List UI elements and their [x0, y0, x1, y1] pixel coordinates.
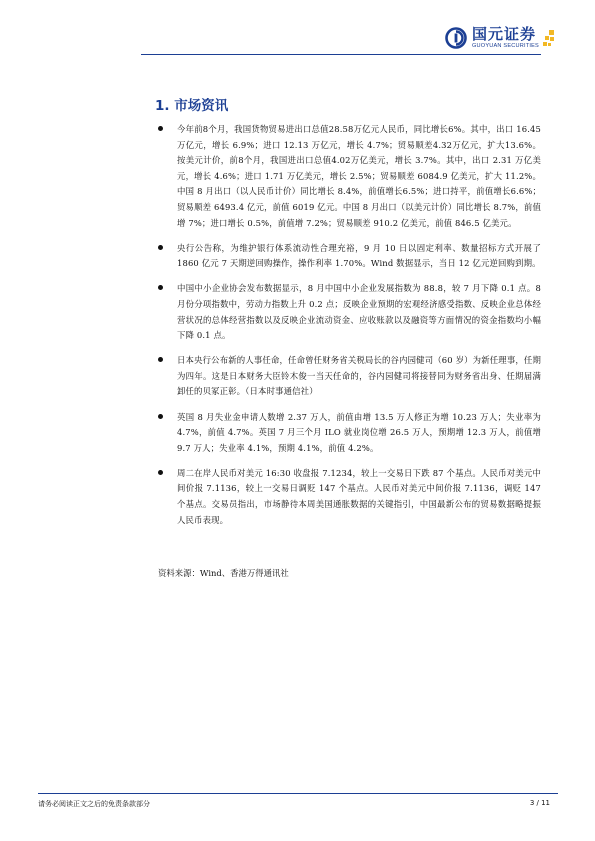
news-item-text: 中国中小企业协会发布数据显示，8 月中国中小企业发展指数为 88.8，较 7 月下降 0.1 点。8 月份分项指数中，劳动力指数上升 0.2 点；反映企业预期的宏观经济感受指数、反映企业总体经营状况的总体经营指数以及反映企业流动资金、应收账款以及融资等方面情况的资金指数均小幅下降 0.1 点。	[177, 283, 541, 341]
news-list	[158, 122, 541, 538]
footer-disclaimer: 请务必阅读正文之后的免责条款部分	[38, 800, 150, 808]
bullet-icon	[158, 126, 163, 131]
logo-decoration-icon	[543, 30, 555, 50]
bullet-icon	[158, 470, 163, 475]
bullet-icon	[158, 245, 163, 250]
guoyuan-logo-icon	[445, 27, 467, 49]
news-item-uk-jobs	[158, 410, 541, 457]
bullet-icon	[158, 285, 163, 290]
news-item-rmb	[158, 466, 541, 528]
bullet-icon	[158, 357, 163, 362]
news-item-central-bank	[158, 241, 541, 272]
news-item-text: 央行公告称，为维护银行体系流动性合理充裕，9 月 10 日以固定利率、数量招标方式开展了 1860 亿元 7 天期逆回购操作，操作利率 1.70%。Wind 数据显示，当日 12 亿元逆回购到期。	[177, 242, 541, 269]
data-source: 资料来源：Wind、香港万得通讯社	[158, 568, 289, 578]
section-title: 1. 市场资讯	[155, 98, 229, 114]
header-divider	[141, 54, 541, 55]
logo-chinese-name: 国元证券	[471, 25, 536, 43]
news-item-text: 今年前8个月，我国货物贸易进出口总值28.58万亿元人民币，同比增长6%。其中，出口 16.45 万亿元，增长 6.9%；进口 12.13 万亿元，增长 4.7%；贸易顺差4.32万亿元，扩大13.6%。按美元计价，前8个月，我国进出口总值4.02万亿美元，增长 3.7%。其中，出口 2.31 万亿美元，增长 4.6%；进口 1.71 万亿美元，增长 2.5%；贸易顺差 6084.9 亿美元，扩大 11.2%。中国 8 月出口（以人民币计价）同比增长 8.4%，前值增长6.5%；进口持平，前值增长6.6%；贸易顺差 6493.4 亿元，前值 6019 亿元。中国 8 月出口（以美元计价）同比增长 8.7%，前值增 7%；进口增长 0.5%，前值增 7.2%；贸易顺差 910.2 亿美元，前值 846.5 亿美元。	[177, 124, 541, 228]
news-item-trade	[158, 122, 541, 231]
news-item-text: 英国 8 月失业金申请人数增 2.37 万人，前值由增 13.5 万人修正为增 10.23 万人；失业率为 4.7%，前值 4.7%。英国 7 月三个月 ILO 就业岗位增 26.5 万人，预期增 12.3 万人，前值增 9.7 万人；失业率 4.1%，预期 4.1%，前值 4.2%。	[177, 411, 541, 453]
page-number: 3 / 11	[529, 799, 550, 807]
logo-english-name: GUOYUAN SECURITIES	[471, 43, 539, 49]
company-logo	[445, 26, 539, 50]
news-item-sme-index	[158, 281, 541, 343]
news-item-boj	[158, 353, 541, 400]
bullet-icon	[158, 414, 163, 419]
news-item-text: 日本央行公布新的人事任命，任命曾任财务省关税局长的谷内园健司（60 岁）为新任理事，任期为四年。这是日本财务大臣铃木俊一当天任命的，谷内园健司将接替同为财务省出身、任期届满卸任的贝冢正彰。（日本时事通信社）	[177, 355, 541, 397]
footer-divider	[38, 793, 558, 794]
news-item-text: 周二在岸人民币对美元 16:30 收盘报 7.1234，较上一交易日下跌 87 个基点。人民币对美元中间价报 7.1136，较上一交易日调贬 147 个基点。人民币对美元中间价报 7.1136，调贬 147 个基点。交易员指出，市场静待本周美国通胀数据的关键指引，中国最新公布的贸易数据略提振人民币表现。	[177, 467, 541, 525]
